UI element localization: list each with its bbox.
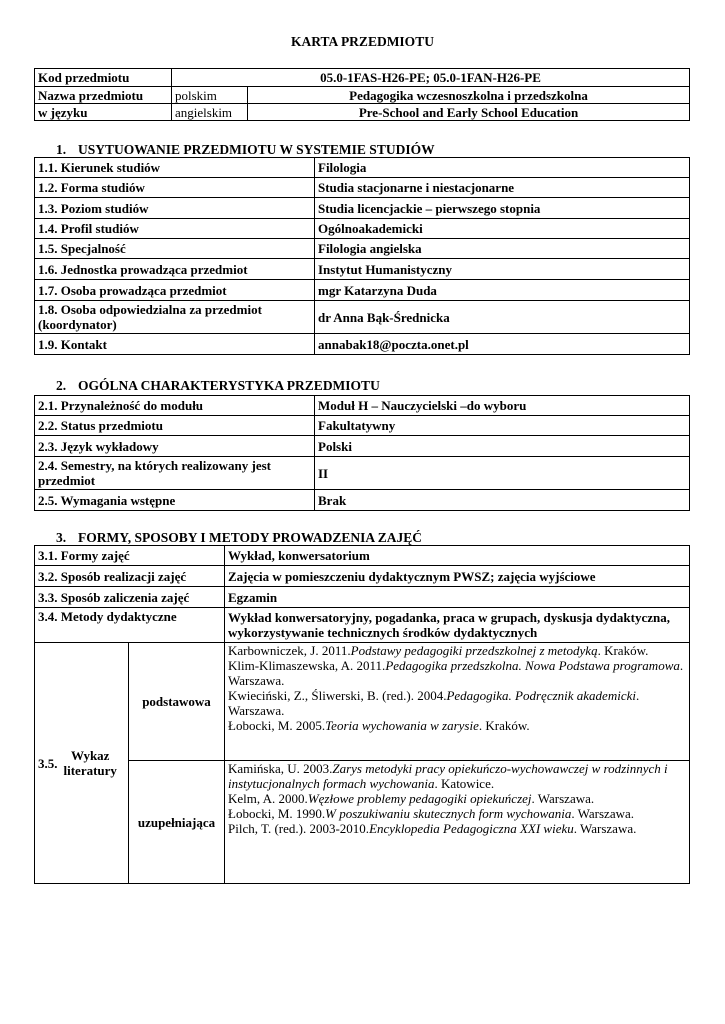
basic-literature-label: podstawowa: [129, 643, 225, 761]
section1-row: [35, 334, 690, 355]
section2-row-label: 2.5. Wymagania wstępne: [35, 490, 315, 511]
name-en: Pre-School and Early School Education: [248, 104, 690, 121]
literature-label-cell: [35, 643, 129, 884]
literature-title: W poszukiwaniu skutecznych form wychowania: [325, 806, 572, 821]
literature-entry: [228, 821, 686, 836]
section1-row-value: mgr Katarzyna Duda: [315, 280, 690, 301]
literature-place: . Warszawa.: [228, 688, 640, 718]
literature-entry: [228, 688, 686, 718]
section1-row-label: 1.3. Poziom studiów: [35, 198, 315, 219]
section2-row-value: Fakultatywny: [315, 416, 690, 436]
literature-entry: [228, 806, 686, 821]
page-title: KARTA PRZEDMIOTU: [291, 34, 434, 49]
section2-row-label: 2.4. Semestry, na których realizowany jest przedmiot: [35, 457, 315, 490]
literature-title: Węzłowe problemy pedagogiki opiekuńczej: [307, 791, 532, 806]
section3-title-text: FORMY, SPOSOBY I METODY PROWADZENIA ZAJĘĆ: [78, 530, 423, 545]
section2-table: [34, 395, 690, 511]
section1-row: [35, 239, 690, 259]
header-table: [34, 68, 690, 121]
section2-row-value: II: [315, 457, 690, 490]
section1-row-label: 1.4. Profil studiów: [35, 219, 315, 239]
literature-place: . Warszawa.: [531, 791, 595, 806]
literature-title: Encyklopedia Pedagogiczna XXI wieku: [369, 821, 574, 836]
section2-row: [35, 457, 690, 490]
section1-row: [35, 158, 690, 178]
literature-author: Łobocki, M. 2005.: [228, 718, 326, 733]
section1-table: [34, 157, 690, 355]
section3-title: [56, 530, 422, 546]
section1-row: [35, 219, 690, 239]
section2-title: [56, 378, 380, 394]
basic-literature-list: [225, 643, 690, 761]
section1-row-value: Filologia angielska: [315, 239, 690, 259]
realization-label: 3.2. Sposób realizacji zajęć: [35, 566, 225, 587]
section2-row: [35, 396, 690, 416]
section1-title-text: USYTUOWANIE PRZEDMIOTU W SYSTEMIE STUDIÓW: [78, 142, 435, 157]
literature-title: Zarys metodyki pracy opiekuńczo-wychowawczej w rodzinnych i instytucjonalnych formach wychowania: [228, 761, 668, 791]
section2-row-value: Brak: [315, 490, 690, 511]
section1-row-label: 1.1. Kierunek studiów: [35, 158, 315, 178]
literature-place: . Warszawa.: [228, 658, 684, 688]
literature-author: Klim-Klimaszewska, A. 2011.: [228, 658, 386, 673]
methods-value: Wykład konwersatoryjny, pogadanka, praca w grupach, dyskusja dydaktyczna, wykorzystywanie technicznych środków dydaktycznych: [225, 608, 690, 643]
section1-row-value: annabak18@poczta.onet.pl: [315, 334, 690, 355]
section1-row-label: 1.6. Jednostka prowadząca przedmiot: [35, 259, 315, 280]
literature-author: Kamińska, U. 2003.: [228, 761, 333, 776]
section2-row-label: 2.1. Przynależność do modułu: [35, 396, 315, 416]
section1-row-label: 1.8. Osoba odpowiedzialna za przedmiot (koordynator): [35, 301, 315, 334]
literature-author: Łobocki, M. 1990.: [228, 806, 326, 821]
section2-row: [35, 490, 690, 511]
realization-value: Zajęcia w pomieszczeniu dydaktycznym PWSZ; zajęcia wyjściowe: [225, 566, 690, 587]
literature-entry: [228, 761, 686, 791]
literature-place: . Warszawa.: [573, 821, 637, 836]
literature-author: Kwieciński, Z., Śliwerski, B. (red.). 2004.: [228, 688, 447, 703]
supplementary-literature-label: uzupełniająca: [129, 761, 225, 884]
section1-row: [35, 301, 690, 334]
section2-row-value: Polski: [315, 436, 690, 457]
literature-label-line2: literatury: [63, 763, 117, 778]
name-label-line1: Nazwa przedmiotu: [35, 87, 172, 104]
literature-title: Pedagogika. Podręcznik akademicki: [446, 688, 636, 703]
section2-title-text: OGÓLNA CHARAKTERYSTYKA PRZEDMIOTU: [78, 378, 380, 393]
section1-row-value: Instytut Humanistyczny: [315, 259, 690, 280]
section1-row-value: Studia stacjonarne i niestacjonarne: [315, 178, 690, 198]
section1-row-label: 1.7. Osoba prowadząca przedmiot: [35, 280, 315, 301]
literature-entry: [228, 658, 686, 688]
name-label-line2: w języku: [35, 104, 172, 121]
literature-number: 3.5.: [38, 755, 58, 771]
code-label: Kod przedmiotu: [35, 69, 172, 87]
section1-row: [35, 198, 690, 219]
literature-place: . Katowice.: [434, 776, 495, 791]
literature-label-line1: Wykaz: [70, 748, 110, 763]
supplementary-literature-list: [225, 761, 690, 884]
literature-author: Karbowniczek, J. 2011.: [228, 643, 351, 658]
section1-row: [35, 178, 690, 198]
section1-row: [35, 259, 690, 280]
section1-row-label: 1.2. Forma studiów: [35, 178, 315, 198]
literature-entry: [228, 791, 686, 806]
literature-place: . Kraków.: [478, 718, 530, 733]
forms-label: 3.1. Formy zajęć: [35, 546, 225, 566]
literature-author: Pilch, T. (red.). 2003-2010.: [228, 821, 370, 836]
section3-table: [34, 545, 690, 884]
lang-en: angielskim: [172, 104, 248, 121]
methods-label: 3.4. Metody dydaktyczne: [35, 608, 225, 643]
section2-row: [35, 416, 690, 436]
literature-place: . Kraków.: [597, 643, 649, 658]
section1-row-label: 1.9. Kontakt: [35, 334, 315, 355]
section3-number: 3.: [56, 530, 67, 545]
assessment-label: 3.3. Sposób zaliczenia zajęć: [35, 587, 225, 608]
section2-row-label: 2.3. Język wykładowy: [35, 436, 315, 457]
section1-row-value: Studia licencjackie – pierwszego stopnia: [315, 198, 690, 219]
assessment-value: Egzamin: [225, 587, 690, 608]
section1-row-value: dr Anna Bąk-Średnicka: [315, 301, 690, 334]
code-value: 05.0-1FAS-H26-PE; 05.0-1FAN-H26-PE: [172, 69, 690, 87]
name-pl: Pedagogika wczesnoszkolna i przedszkolna: [248, 87, 690, 104]
literature-title: Podstawy pedagogiki przedszkolnej z metodyką: [350, 643, 598, 658]
literature-title: Teoria wychowania w zarysie: [325, 718, 479, 733]
section1-title: [56, 142, 435, 158]
literature-entry: [228, 718, 686, 733]
literature-title: Pedagogika przedszkolna. Nowa Podstawa programowa: [385, 658, 680, 673]
section2-row: [35, 436, 690, 457]
section2-number: 2.: [56, 378, 67, 393]
literature-place: . Warszawa.: [571, 806, 634, 821]
section2-row-label: 2.2. Status przedmiotu: [35, 416, 315, 436]
section1-row-value: Ogólnoakademicki: [315, 219, 690, 239]
lang-pl: polskim: [172, 87, 248, 104]
forms-value: Wykład, konwersatorium: [225, 546, 690, 566]
section1-row-value: Filologia: [315, 158, 690, 178]
section1-number: 1.: [56, 142, 67, 157]
section1-row: [35, 280, 690, 301]
section2-row-value: Moduł H – Nauczycielski –do wyboru: [315, 396, 690, 416]
literature-author: Kelm, A. 2000.: [228, 791, 308, 806]
literature-entry: [228, 643, 686, 658]
section1-row-label: 1.5. Specjalność: [35, 239, 315, 259]
